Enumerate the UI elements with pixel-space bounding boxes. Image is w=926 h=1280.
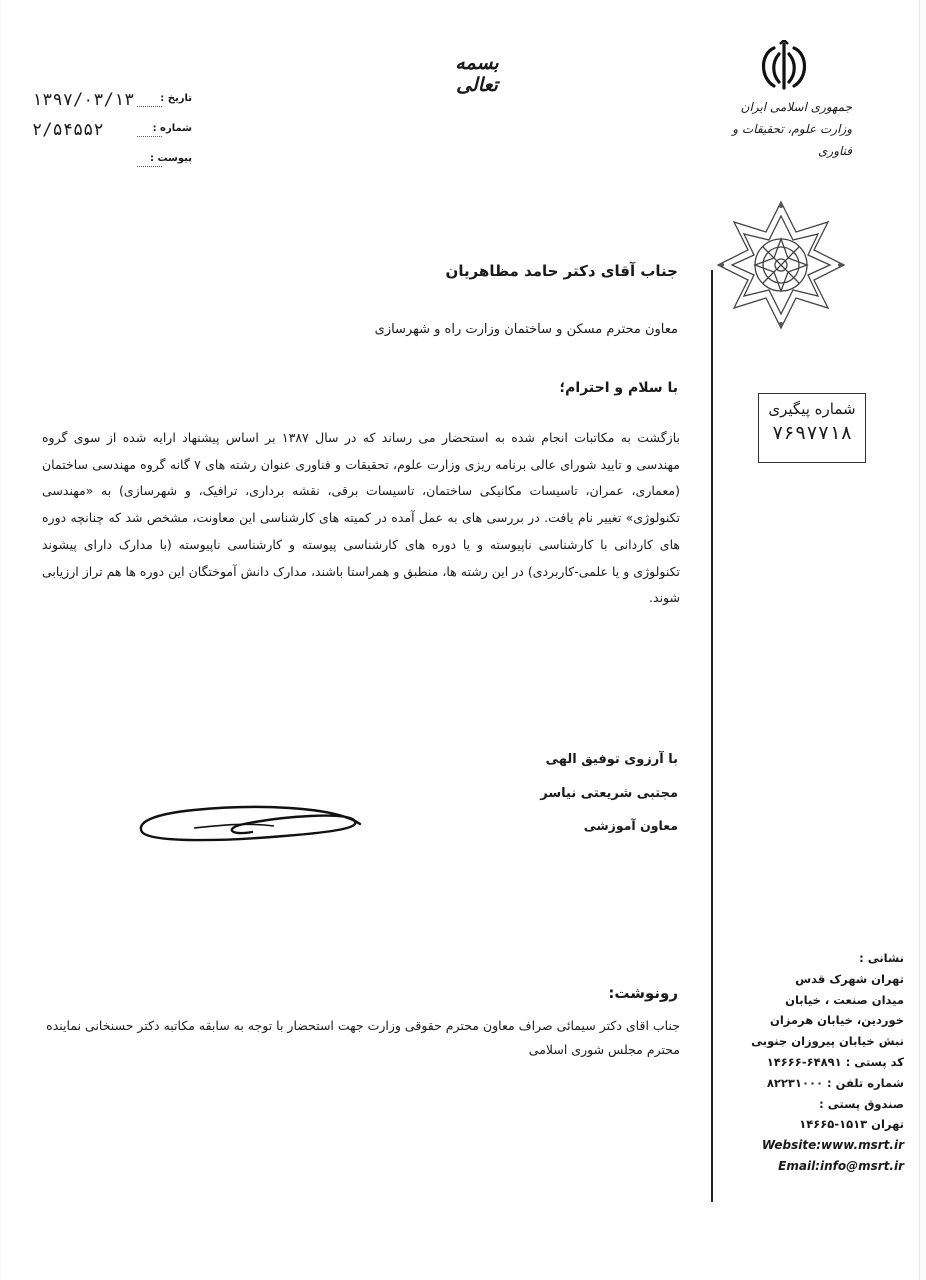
address-line: خوردین، خیابان هرمزان [770, 1013, 904, 1028]
number-row [32, 120, 192, 142]
number-value: ۲/۵۴۵۵۲ [32, 120, 104, 140]
attachment-label: پیوست : [149, 153, 192, 164]
recipient-role: معاون محترم مسکن و ساختمان وزارت راه و شهرسازی [374, 322, 678, 337]
date-row [32, 90, 192, 112]
ministry-name [702, 96, 852, 162]
attachment-dotted-line [137, 166, 162, 167]
attachment-row [32, 150, 192, 172]
greeting: با سلام و احترام؛ [559, 380, 678, 396]
iran-emblem-icon [750, 40, 818, 92]
website-link[interactable]: Website:www.msrt.ir [761, 1138, 904, 1153]
paper-sheet [2, 0, 920, 1280]
cc-heading: رونوشت: [608, 984, 678, 1002]
ministry-title: وزارت علوم، تحقیقات و فناوری [732, 122, 852, 158]
closing: با آرزوی توفیق الهی [545, 752, 678, 767]
po-box: تهران ۱۵۱۳-۱۴۶۶۵ [799, 1117, 904, 1132]
signer-name: مجتبی شریعتی نیاسر [540, 786, 678, 801]
address-line: نبش خیابان پیروزان جنوبی [751, 1034, 904, 1049]
postal-code: کد پستی : ۶۴۸۹۱-۱۴۶۶۶ [766, 1054, 904, 1069]
number-dotted-line [137, 136, 162, 137]
tracking-box [758, 393, 866, 463]
ornament-icon [716, 200, 846, 330]
recipient-name: جناب آقای دکتر حامد مظاهریان [445, 262, 678, 280]
date-label: تاریخ : [160, 93, 192, 104]
country-name: جمهوری اسلامی ایران [740, 100, 852, 114]
phone-number: شماره تلفن : ۸۲۲۳۱۰۰۰ [766, 1075, 904, 1090]
tracking-number: ۷۶۹۷۷۱۸ [771, 422, 853, 444]
date-dotted-line [137, 106, 162, 107]
signature-icon [134, 800, 364, 846]
letter-body: بازگشت به مکاتبات انجام شده به استحضار می رساند که در سال ۱۳۸۷ بر اساس پیشنهاد ارایه شده از سوی گروه مهندسی و تایید شورای عالی برنامه ریزی وزارت علوم، تحقیقات و فناوری عنوان رشته های ۷ گانه گروه مهندسی ساختمان (معماری، عمران، تاسیسات مکانیکی ساختمان، تاسیسات برقی، نقشه برداری، ترافیک، و شهرسازی) به «مهندسی تکنولوژی» تغییر نام یافت. در بررسی های به عمل آمده در کمیته های کارشناسی این معاونت، مشخص شد که چنانچه دوره های کاردانی با کارشناسی ناپیوسته و یا دوره های کارشناسی پیوسته و کارشناسی ناپیوسته (با مدارک دارای پیشوند تکنولوژی و یا علمی-کاربردی) در این رشته ها، منطبق و همراستا باشند، مدارک دانش آموختگان این دوره ها هم تراز ارزیابی شوند. [42, 430, 680, 606]
signer-title: معاون آموزشی [583, 818, 678, 833]
email-link[interactable]: Email:info@msrt.ir [778, 1158, 904, 1173]
number-label: شماره : [152, 123, 192, 134]
cc-text: جناب اقای دکتر سیمائی صراف معاون محترم حقوقی وزارت جهت استحضار با توجه به سابقه مکاتبه دکتر حسنخانی نماینده محترم مجلس شوری اسلامی [46, 1018, 680, 1057]
po-box-label: صندوق پستی : [819, 1096, 904, 1111]
tracking-label: شماره پیگیری [768, 400, 856, 418]
ministry-address [732, 948, 904, 1177]
margin-divider [711, 270, 713, 1202]
address-label: نشانی : [859, 951, 904, 965]
date-value: ۱۳۹۷/۰۳/۱۳ [32, 90, 135, 110]
address-line: میدان صنعت ، خیابان [785, 992, 904, 1007]
heading-besmellah: بسمه تعالی [455, 52, 499, 96]
address-line: تهران شهرک قدس [795, 971, 904, 986]
